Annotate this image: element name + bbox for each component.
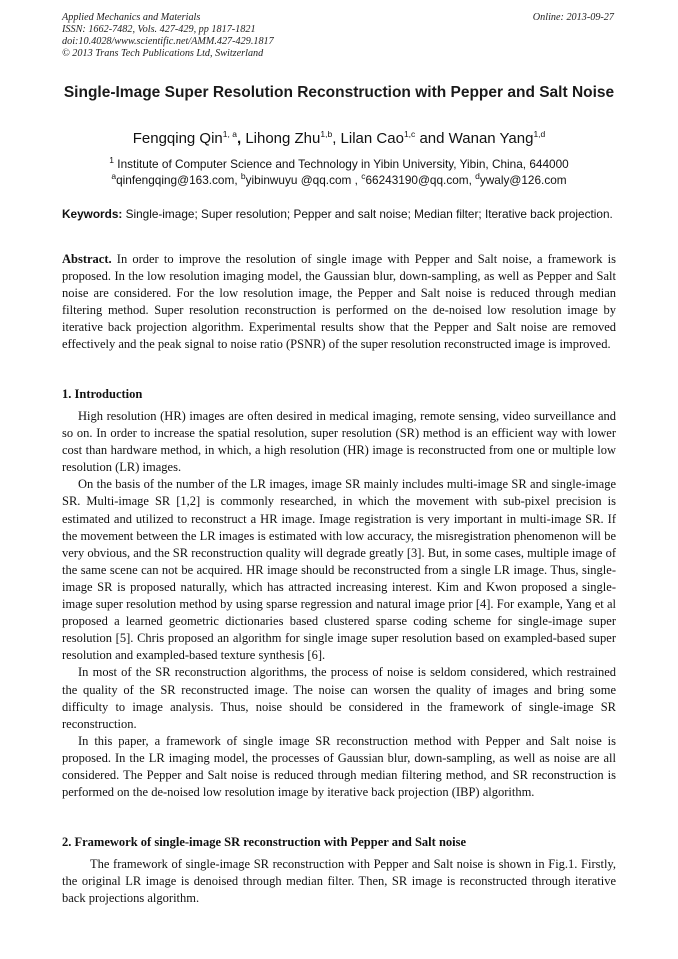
doi-line: doi:10.4028/www.scientific.net/AMM.427-429.1817 [62, 36, 274, 47]
email-address: qinfengqing@163.com, [116, 173, 241, 187]
paragraph: In this paper, a framework of single image SR reconstruction method with Pepper and Salt noise is proposed. In the LR imaging model, the processes of Gaussian blur, down-sampling, as well as noise are all considered. The Pepper and Salt noise is reduced through median filtering method, and SR reconstruction is performed on the de-noised low resolution image by iterative back projection (IBP) algorithm. [62, 733, 616, 800]
author-affiliation-mark: 1,c [403, 129, 416, 139]
abstract-text: In order to improve the resolution of single image with Pepper and Salt noise, a framework is proposed. In the low resolution imaging model, the Gaussian blur, down-sampling, as well as Pepper and Salt noise are considered. For the low resolution image, the Pepper and Salt noise is reduced through median filtering method. Super resolution reconstruction is performed on the de-noised low resolution image by iterative back projection algorithm. Experimental results show that the Pepper and Salt noise are removed effectively and the peak signal to noise ratio (PSNR) of the super resolution reconstructed image is improved. [62, 252, 616, 352]
framework-body [62, 856, 616, 907]
journal-header [62, 12, 274, 60]
author-list [62, 129, 616, 149]
email-address: ywaly@126.com [479, 173, 567, 187]
keywords [62, 207, 616, 223]
paragraph: On the basis of the number of the LR images, image SR mainly includes multi-image SR and single-image SR. Multi-image SR [1,2] is commonly researched, in which the movement with sub-pixel precision is estimated and utilized to reconstruct a HR image. Image registration is very important in multi-image SR. If the movement between the LR images is estimated with low accuracy, the misregistration phenomenon will be very obvious, and the SR reconstruction quality will degrade greatly [3]. But, in some cases, multiple image of the same scene can not be acquired. HR image should be reconstructed from a single LR image. Thus, single-image SR is proposed naturally, which has attracted increasing interest. Kim and Kwon proposed a single-image super resolution method by using sparse regression and natural image prior [4]. For example, Yang et al proposed a learned geometric dictionaries based clustered sparse coding scheme for single-image super resolution [5]. Chris proposed an algorithm for single image super resolution based on exampled-based super resolution and exampled-based texture synthesis [6]. [62, 477, 616, 663]
journal-name: Applied Mechanics and Materials [62, 12, 201, 23]
email-line [62, 173, 616, 188]
affiliation-line [62, 157, 616, 172]
introduction-body [62, 408, 616, 801]
abstract [62, 251, 616, 354]
abstract-label: Abstract. [62, 252, 112, 266]
email-mark: d [475, 171, 480, 182]
author-name: Fengqing Qin [132, 130, 223, 147]
copyright-line: © 2013 Trans Tech Publications Ltd, Switzerland [62, 48, 264, 59]
keywords-text: Single-image; Super resolution; Pepper and salt noise; Median filter; Iterative back projection. [122, 207, 613, 221]
paper-title: Single-Image Super Resolution Reconstruction with Pepper and Salt Noise [63, 84, 615, 101]
author-separator: , [236, 130, 246, 147]
affiliation-mark: 1 [109, 155, 115, 166]
section-heading-framework: 2. Framework of single-image SR reconstruction with Pepper and Salt noise [62, 835, 467, 849]
paragraph: The framework of single-image SR reconstruction with Pepper and Salt noise is shown in Fig.1. Firstly, the original LR image is denoised through median filter. Then, SR image is reconstructed through iterative back projections algorithm. [62, 857, 616, 906]
email-address: 66243190@qq.com, [365, 173, 476, 187]
issn-line: ISSN: 1662-7482, Vols. 427-429, pp 1817-1821 [62, 24, 256, 35]
paragraph: In most of the SR reconstruction algorithms, the process of noise is seldom considered, which restrained the quality of the SR reconstructed image. The noise can worsen the quality of images and bring some difficulty to image analysis. Thus, noise should be considered in the framework of single-image SR reconstruction. [62, 665, 616, 731]
author-affiliation-mark: 1, a [222, 129, 237, 139]
author-separator: , [332, 130, 341, 147]
author-affiliation-mark: 1,d [533, 129, 546, 139]
author-name: Lihong Zhu [245, 130, 321, 147]
email-mark: c [361, 171, 366, 182]
author-affiliation-mark: 1,b [320, 129, 333, 139]
keywords-label: Keywords: [62, 207, 123, 221]
section-heading-introduction: 1. Introduction [62, 387, 143, 401]
affiliation-text: Institute of Computer Science and Technology in Yibin University, Yibin, China, 644000 [114, 157, 569, 171]
author-name: Lilan Cao [340, 130, 404, 147]
email-mark: a [111, 171, 117, 182]
email-mark: b [240, 171, 246, 182]
author-separator: and [415, 130, 449, 147]
paragraph: High resolution (HR) images are often desired in medical imaging, remote sensing, video surveillance and so on. In order to increase the spatial resolution, super resolution (SR) method is an efficient way with lower cost than hardware method, in which, a high resolution (HR) image is reconstructed from one or multiple low resolution (LR) images. [62, 409, 616, 475]
author-name: Wanan Yang [448, 130, 534, 147]
email-address: yibinwuyu @qq.com , [245, 173, 362, 187]
online-date: Online: 2013-09-27 [532, 12, 614, 23]
